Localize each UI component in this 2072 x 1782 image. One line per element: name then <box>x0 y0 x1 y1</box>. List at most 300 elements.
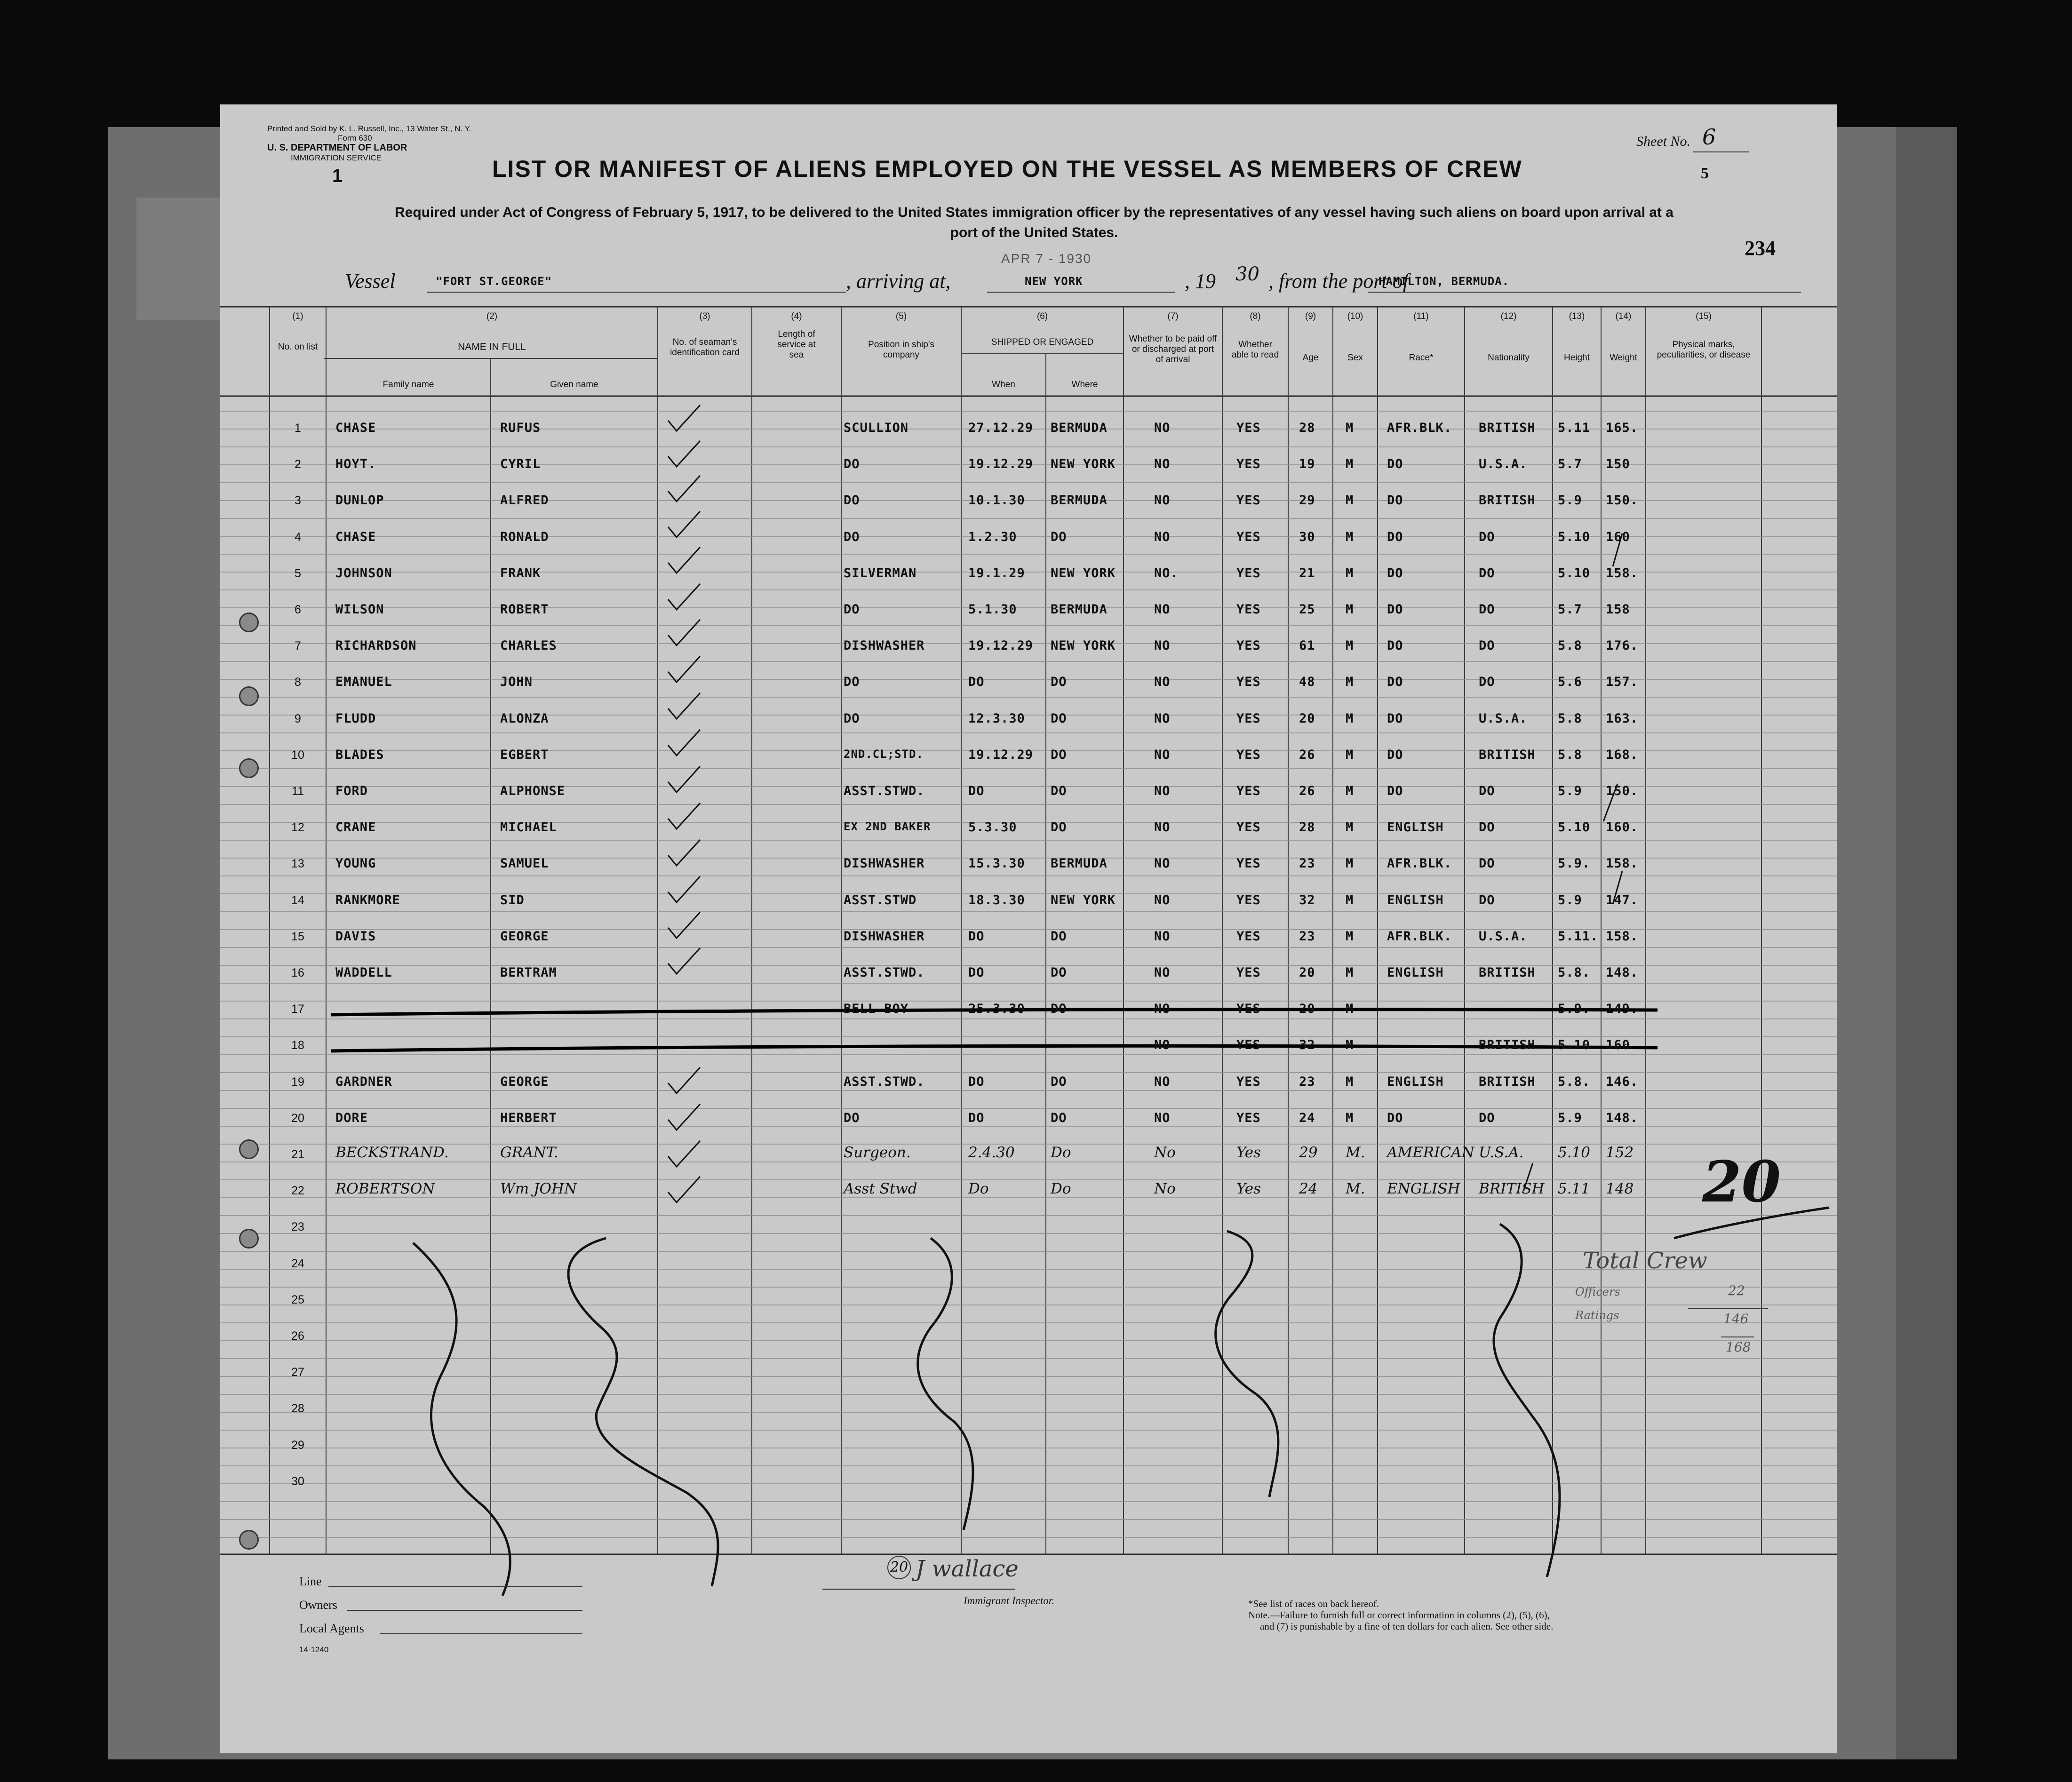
row-number: 15 <box>291 930 304 943</box>
able-to-read-cell: Yes <box>1236 1144 1261 1161</box>
given-name-cell: Wm JOHN <box>500 1180 577 1198</box>
shipped-where-cell: DO <box>1051 1110 1067 1125</box>
arriving-label: , arriving at, <box>846 270 951 293</box>
year-value: 30 <box>1235 263 1259 285</box>
row-number: 16 <box>291 966 304 979</box>
shipped-where-cell: NEW YORK <box>1051 638 1116 653</box>
weight-cell: 160 <box>1606 529 1630 544</box>
able-to-read-cell: YES <box>1236 1074 1261 1089</box>
sex-cell: M <box>1346 711 1354 726</box>
given-name-cell: FRANK <box>500 565 541 581</box>
sheet-number: 6 <box>1702 124 1716 150</box>
nationality-cell: BRITISH <box>1479 965 1536 980</box>
height-cell: 5.9. <box>1558 856 1591 871</box>
header-col3-number: (3) <box>699 311 710 321</box>
able-to-read-cell: YES <box>1236 929 1261 944</box>
given-name-cell: CYRIL <box>500 457 541 472</box>
height-cell: 5.10 <box>1558 1038 1591 1053</box>
shipped-where-cell: NEW YORK <box>1051 457 1116 472</box>
sex-cell: M <box>1346 929 1354 944</box>
header-col5-number: (5) <box>895 311 907 321</box>
nationality-cell: DO <box>1479 892 1495 907</box>
nationality-cell: DO <box>1479 1110 1495 1125</box>
nationality-cell: DO <box>1479 856 1495 871</box>
sex-cell: M <box>1346 747 1354 762</box>
nationality-cell: BRITISH <box>1479 1038 1536 1053</box>
position-cell: DO <box>844 602 860 617</box>
shipped-when-cell: Do <box>968 1180 989 1198</box>
shipped-when-cell: DO <box>968 675 985 690</box>
family-name-cell: ROBERTSON <box>335 1180 435 1198</box>
nationality-cell: DO <box>1479 638 1495 653</box>
shipped-when-cell: 19.12.29 <box>968 747 1034 762</box>
sex-cell: M <box>1346 1110 1354 1125</box>
sex-cell: M <box>1346 856 1354 871</box>
shipped-where-cell: DO <box>1051 965 1067 980</box>
paid-off-cell: NO <box>1154 856 1171 871</box>
shipped-where-cell: DO <box>1051 784 1067 798</box>
punch-hole <box>239 1530 259 1550</box>
punch-hole <box>239 758 259 778</box>
race-cell: AMERICAN <box>1387 1144 1474 1161</box>
paid-off-cell: NO <box>1154 892 1171 907</box>
race-cell: DO <box>1387 784 1403 798</box>
row-number: 2 <box>295 458 301 471</box>
header-weight: Weight <box>1610 353 1637 363</box>
vessel-name: "FORT ST.GEORGE" <box>436 275 552 288</box>
age-cell: 29 <box>1299 1144 1318 1161</box>
age-cell: 32 <box>1299 892 1315 907</box>
shipped-where-cell: DO <box>1051 529 1067 544</box>
nationality-cell: U.S.A. <box>1479 711 1528 726</box>
nationality-cell: BRITISH <box>1479 493 1536 508</box>
manifest-sheet <box>220 104 1837 1753</box>
department: U. S. DEPARTMENT OF LABOR <box>267 143 407 153</box>
position-cell: DO <box>844 675 860 690</box>
page-number: 234 <box>1745 237 1776 260</box>
height-cell: 5.9 <box>1558 493 1582 508</box>
row-number: 13 <box>291 857 304 871</box>
sheet-label: Sheet No. <box>1636 134 1690 149</box>
race-cell: DO <box>1387 565 1403 581</box>
height-cell: 5.11 <box>1558 421 1591 435</box>
weight-cell: 150 <box>1606 457 1630 472</box>
position-cell: BELL BOY <box>844 1002 909 1017</box>
age-cell: 19 <box>1299 457 1315 472</box>
total-count: 168 <box>1726 1339 1751 1355</box>
age-cell: 24 <box>1299 1180 1318 1198</box>
shipped-when-cell: DO <box>968 784 985 798</box>
family-name-cell: CHASE <box>335 529 376 544</box>
race-cell: ENGLISH <box>1387 965 1444 980</box>
height-cell: 5.9 <box>1558 892 1582 907</box>
header-col7-number: (7) <box>1167 311 1179 321</box>
weight-cell: 149. <box>1606 1002 1639 1017</box>
arrival-port: NEW YORK <box>1025 275 1083 288</box>
weight-cell: 148. <box>1606 965 1639 980</box>
shipped-when-cell: DO <box>968 965 985 980</box>
position-cell: Surgeon. <box>844 1144 911 1161</box>
family-name-cell: WADDELL <box>335 965 392 980</box>
sex-cell: M <box>1346 638 1354 653</box>
age-cell: 28 <box>1299 820 1315 835</box>
backing-stamp <box>136 198 221 320</box>
row-number: 4 <box>295 530 301 544</box>
weight-cell: 157. <box>1606 675 1639 690</box>
header-sex: Sex <box>1347 353 1363 363</box>
paid-off-cell: NO <box>1154 1110 1171 1125</box>
paid-off-cell: NO <box>1154 602 1171 617</box>
shipped-where-cell: Do <box>1051 1180 1071 1198</box>
age-cell: 48 <box>1299 675 1315 690</box>
height-cell: 5.9 <box>1558 784 1582 798</box>
row-number: 22 <box>291 1184 304 1198</box>
able-to-read-cell: Yes <box>1236 1180 1261 1198</box>
given-name-cell: JOHN <box>500 675 533 690</box>
paid-off-cell: NO <box>1154 965 1171 980</box>
punch-hole <box>239 1139 259 1159</box>
shipped-when-cell: 18.3.30 <box>968 892 1025 907</box>
paid-off-cell: NO <box>1154 638 1171 653</box>
given-name-cell: GRANT. <box>500 1144 558 1161</box>
nationality-cell: DO <box>1479 784 1495 798</box>
weight-cell: 147. <box>1606 892 1639 907</box>
shipped-where-cell: DO <box>1051 711 1067 726</box>
able-to-read-cell: YES <box>1236 1110 1261 1125</box>
row-number: 1 <box>295 422 301 435</box>
position-cell: ASST.STWD. <box>844 965 925 980</box>
age-cell: 26 <box>1299 784 1315 798</box>
shipped-where-cell: BERMUDA <box>1051 421 1108 435</box>
shipped-when-cell: 12.3.30 <box>968 711 1025 726</box>
race-cell: DO <box>1387 747 1403 762</box>
given-name-cell: EGBERT <box>500 747 549 762</box>
header-where: Where <box>1071 380 1098 390</box>
header-seaman-card: No. of seaman's identification card <box>670 337 740 358</box>
weight-cell: 150. <box>1606 493 1639 508</box>
shipped-when-cell: 15.3.30 <box>968 856 1025 871</box>
header-col10-number: (10) <box>1347 311 1363 321</box>
ratings-count: 146 <box>1723 1311 1749 1327</box>
paid-off-cell: NO <box>1154 929 1171 944</box>
age-cell: 26 <box>1299 747 1315 762</box>
given-name-cell: GEORGE <box>500 929 549 944</box>
able-to-read-cell: YES <box>1236 892 1261 907</box>
paid-off-cell: NO <box>1154 421 1171 435</box>
height-cell: 5.8. <box>1558 1074 1591 1089</box>
position-cell: DISHWASHER <box>844 638 925 653</box>
row-number: 25 <box>291 1293 304 1306</box>
row-number: 11 <box>292 785 304 798</box>
sex-cell: M <box>1346 784 1354 798</box>
sex-cell: M. <box>1346 1180 1365 1198</box>
weight-cell: 176. <box>1606 638 1639 653</box>
able-to-read-cell: YES <box>1236 1002 1261 1017</box>
family-name-cell: GARDNER <box>335 1074 392 1089</box>
paid-off-cell: No <box>1154 1180 1176 1198</box>
height-cell: 5.7 <box>1558 457 1582 472</box>
age-cell: 20 <box>1299 711 1315 726</box>
nationality-cell: BRITISH <box>1479 1180 1545 1198</box>
height-cell: 5.11. <box>1558 929 1599 944</box>
header-shipped-engaged: SHIPPED OR ENGAGED <box>991 337 1094 347</box>
family-name-cell: RANKMORE <box>335 892 401 907</box>
footer-note-2: Note.—Failure to furnish full or correct information in columns (2), (5), (6), <box>1248 1609 1550 1621</box>
position-cell: DO <box>844 457 860 472</box>
shipped-where-cell: BERMUDA <box>1051 493 1108 508</box>
shipped-where-cell: BERMUDA <box>1051 602 1108 617</box>
able-to-read-cell: YES <box>1236 529 1261 544</box>
family-name-cell: HOYT. <box>335 457 376 472</box>
inspector-signature: J wallace <box>916 1556 1019 1582</box>
height-cell: 5.8 <box>1558 711 1582 726</box>
printer-line: Printed and Sold by K. L. Russell, Inc., 13 Water St., N. Y. <box>267 124 471 133</box>
paid-off-cell: NO <box>1154 747 1171 762</box>
family-name-cell: DAVIS <box>335 929 376 944</box>
sex-cell: M <box>1346 1074 1354 1089</box>
header-family-name: Family name <box>383 380 434 390</box>
nationality-cell: DO <box>1479 565 1495 581</box>
header-age: Age <box>1302 353 1319 363</box>
given-name-cell: SID <box>500 892 525 907</box>
weight-cell: 158 <box>1606 602 1630 617</box>
given-name-cell: HERBERT <box>500 1110 557 1125</box>
able-to-read-cell: YES <box>1236 856 1261 871</box>
paid-off-cell: NO <box>1154 457 1171 472</box>
given-name-cell: SAMUEL <box>500 856 549 871</box>
shipped-when-cell: 19.12.29 <box>968 457 1034 472</box>
race-cell: DO <box>1387 1110 1403 1125</box>
shipped-where-cell: DO <box>1051 747 1067 762</box>
shipped-where-cell: Do <box>1051 1144 1071 1161</box>
weight-cell: 168. <box>1606 747 1639 762</box>
shipped-where-cell: DO <box>1051 929 1067 944</box>
manifest-title: LIST OR MANIFEST OF ALIENS EMPLOYED ON THE VESSEL AS MEMBERS OF CREW <box>492 156 1522 182</box>
race-cell: DO <box>1387 638 1403 653</box>
row-number: 18 <box>291 1039 304 1052</box>
closing-squiggles <box>413 1224 1560 1596</box>
family-name-cell: FORD <box>335 784 368 798</box>
weight-cell: 163. <box>1606 711 1639 726</box>
paid-off-cell: NO <box>1154 529 1171 544</box>
shipped-when-cell: 27.12.29 <box>968 421 1034 435</box>
paid-off-cell: No <box>1154 1144 1176 1161</box>
position-cell: ASST.STWD. <box>844 784 925 798</box>
weight-cell: 160 <box>1606 1038 1630 1053</box>
row-number: 10 <box>291 748 304 762</box>
shipped-where-cell: NEW YORK <box>1051 892 1116 907</box>
race-cell: AFR.BLK. <box>1387 929 1452 944</box>
nationality-cell: DO <box>1479 820 1495 835</box>
paid-off-cell: NO <box>1154 1002 1171 1017</box>
weight-cell: 152 <box>1606 1144 1634 1161</box>
row-number: 7 <box>295 639 301 653</box>
age-cell: 61 <box>1299 638 1315 653</box>
shipped-when-cell: 1.2.30 <box>968 529 1017 544</box>
header-col1-number: (1) <box>292 311 303 321</box>
shipped-when-cell: 19.12.29 <box>968 638 1034 653</box>
paid-off-cell: NO. <box>1154 565 1179 581</box>
race-cell: DO <box>1387 711 1403 726</box>
shipped-where-cell: DO <box>1051 1002 1067 1017</box>
row-number: 23 <box>291 1220 304 1234</box>
sex-cell: M <box>1346 421 1354 435</box>
given-name-cell: ALPHONSE <box>500 784 566 798</box>
height-cell: 5.10 <box>1558 820 1591 835</box>
position-cell: DO <box>844 1110 860 1125</box>
handwritten-mark: 1 <box>332 166 343 186</box>
header-col9-number: (9) <box>1305 311 1316 321</box>
total-crew-label: Total Crew <box>1583 1248 1707 1274</box>
header-col4-number: (4) <box>791 311 802 321</box>
family-name-cell: RICHARDSON <box>335 638 417 653</box>
height-cell: 5.9 <box>1558 1110 1582 1125</box>
position-cell: DO <box>844 493 860 508</box>
from-label: , from the port of <box>1268 270 1409 293</box>
height-cell: 5.10 <box>1558 1144 1591 1161</box>
height-cell: 5.10 <box>1558 565 1591 581</box>
row-number: 3 <box>295 494 301 508</box>
sex-cell: M <box>1346 892 1354 907</box>
header-col14-number: (14) <box>1615 311 1632 321</box>
sheet-sub-number: 5 <box>1701 165 1709 182</box>
paid-off-cell: NO <box>1154 493 1171 508</box>
punch-hole <box>239 1229 259 1249</box>
header-col11-number: (11) <box>1413 311 1429 321</box>
age-cell: 20 <box>1299 1002 1315 1017</box>
family-name-cell: JOHNSON <box>335 565 392 581</box>
able-to-read-cell: YES <box>1236 1038 1261 1053</box>
header-height: Height <box>1564 353 1590 363</box>
sex-cell: M <box>1346 457 1354 472</box>
paid-off-cell: NO <box>1154 711 1171 726</box>
race-cell: AFR.BLK. <box>1387 856 1452 871</box>
row-number: 30 <box>291 1474 304 1488</box>
vessel-label: Vessel <box>345 270 396 293</box>
shipped-where-cell: BERMUDA <box>1051 856 1108 871</box>
subtitle-line-2: port of the United States. <box>950 225 1118 240</box>
header-length-of-service: Length of service at sea <box>777 329 816 360</box>
footer-owners-label: Owners <box>299 1598 337 1612</box>
position-cell: 2ND.CL;STD. <box>844 747 924 761</box>
family-name-cell: CRANE <box>335 820 376 835</box>
family-name-cell: WILSON <box>335 602 384 617</box>
given-name-cell: ALONZA <box>500 711 549 726</box>
footer-note-1: *See list of races on back hereof. <box>1248 1598 1379 1609</box>
weight-cell: 158. <box>1606 856 1639 871</box>
sex-cell: M <box>1346 965 1354 980</box>
header-no-on-list: No. on list <box>278 342 318 352</box>
header-able-to-read: Whether able to read <box>1231 340 1279 360</box>
sex-cell: M <box>1346 820 1354 835</box>
race-cell: DO <box>1387 493 1403 508</box>
row-number: 28 <box>291 1402 304 1416</box>
given-name-cell: RUFUS <box>500 421 541 435</box>
header-col13-number: (13) <box>1569 311 1585 321</box>
microfilm-edge <box>1896 127 1957 1759</box>
age-cell: 20 <box>1299 965 1315 980</box>
row-number: 26 <box>291 1329 304 1343</box>
age-cell: 24 <box>1299 1110 1315 1125</box>
given-name-cell: BERTRAM <box>500 965 557 980</box>
weight-cell: 146. <box>1606 1074 1639 1089</box>
position-cell: Asst Stwd <box>844 1180 917 1198</box>
position-cell: DISHWASHER <box>844 856 925 871</box>
header-when: When <box>992 380 1015 390</box>
age-cell: 30 <box>1299 529 1315 544</box>
family-name-cell: BECKSTRAND. <box>335 1144 449 1161</box>
header-physical-marks: Physical marks, peculiarities, or disease <box>1657 340 1751 360</box>
race-cell: DO <box>1387 602 1403 617</box>
age-cell: 28 <box>1299 421 1315 435</box>
row-number: 6 <box>295 603 301 616</box>
sex-cell: M <box>1346 529 1354 544</box>
shipped-when-cell: 2.4.30 <box>968 1144 1015 1161</box>
nationality-cell: U.S.A. <box>1479 457 1528 472</box>
shipped-when-cell: 10.1.30 <box>968 493 1025 508</box>
row-number: 9 <box>295 712 301 725</box>
able-to-read-cell: YES <box>1236 965 1261 980</box>
given-name-cell: CHARLES <box>500 638 557 653</box>
family-name-cell: DUNLOP <box>335 493 384 508</box>
sex-cell: M <box>1346 675 1354 690</box>
race-cell: ENGLISH <box>1387 1180 1460 1198</box>
family-name-cell: DORE <box>335 1110 368 1125</box>
height-cell: 5.6 <box>1558 675 1582 690</box>
paid-off-cell: NO <box>1154 820 1171 835</box>
shipped-when-cell: DO <box>968 1074 985 1089</box>
given-name-cell: RONALD <box>500 529 549 544</box>
given-name-cell: ROBERT <box>500 602 549 617</box>
row-number: 27 <box>291 1366 304 1379</box>
footer-agents-label: Local Agents <box>299 1622 364 1635</box>
height-cell: 5.9. <box>1558 1002 1591 1017</box>
age-cell: 23 <box>1299 1074 1315 1089</box>
row-number: 21 <box>291 1148 304 1161</box>
weight-cell: 148 <box>1606 1180 1634 1198</box>
height-cell: 5.10 <box>1558 529 1591 544</box>
paid-off-cell: NO <box>1154 675 1171 690</box>
row-number: 8 <box>295 676 301 689</box>
footer-line-label: Line <box>299 1575 322 1588</box>
shipped-where-cell: DO <box>1051 675 1067 690</box>
row-number: 5 <box>295 566 301 580</box>
able-to-read-cell: YES <box>1236 820 1261 835</box>
able-to-read-cell: YES <box>1236 784 1261 798</box>
weight-cell: 165. <box>1606 421 1639 435</box>
row-number: 14 <box>291 893 304 907</box>
nationality-cell: U.S.A. <box>1479 929 1528 944</box>
sex-cell: M <box>1346 565 1354 581</box>
able-to-read-cell: YES <box>1236 421 1261 435</box>
row-number: 19 <box>291 1075 304 1089</box>
sex-cell: M. <box>1346 1144 1365 1161</box>
weight-cell: 160. <box>1606 820 1639 835</box>
given-name-cell: ALFRED <box>500 493 549 508</box>
race-cell: ENGLISH <box>1387 820 1444 835</box>
weight-cell: 148. <box>1606 1110 1639 1125</box>
subtitle-line-1: Required under Act of Congress of February 5, 1917, to be delivered to the United States immigration officer by the representatives of any vessel having such aliens on board upon arrival at a <box>395 205 1674 220</box>
shipped-when-cell: DO <box>968 1110 985 1125</box>
race-cell: DO <box>1387 529 1403 544</box>
shipped-when-cell: 5.3.30 <box>968 820 1017 835</box>
receipt-date-stamp: APR 7 - 1930 <box>1001 251 1092 266</box>
height-cell: 5.7 <box>1558 602 1582 617</box>
position-cell: DO <box>844 529 860 544</box>
punch-hole <box>239 686 259 706</box>
year-label: , 19 <box>1185 270 1216 293</box>
able-to-read-cell: YES <box>1236 602 1261 617</box>
